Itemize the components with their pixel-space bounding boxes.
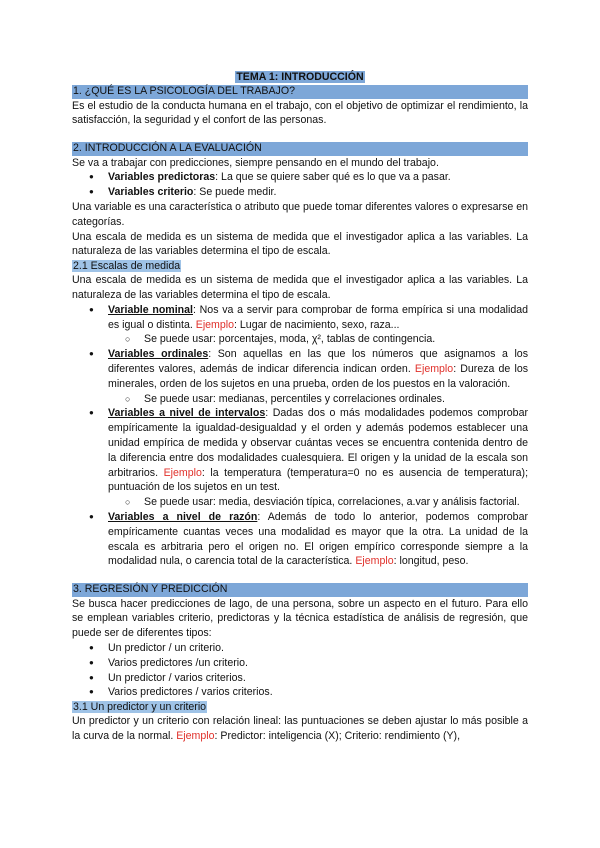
scales-list xyxy=(72,303,528,569)
ejemplo-label: Ejemplo xyxy=(176,729,215,742)
ejemplo-label: Ejemplo xyxy=(195,318,235,331)
scale-definition-repeat: Una escala de medida es un sistema de medida que el investigador aplica a las variables. La naturaleza de las variables determina el tipo de escala. xyxy=(72,274,528,301)
list-item-ordinal: ● Variables ordinales: Son aquellas en las que los números que asignamos a los diferentes valores, además de indicar diferencia indican orden. Ejemplo: Dureza de los minerales, orden de los sujetos en una prueba, orden de los puestos en la valoración. ○ Se puede usar: medianas, percentiles y correlaciones ordinales. xyxy=(108,347,528,406)
document-title: TEMA 1: INTRODUCCIÓN xyxy=(236,71,364,83)
regression-types-list xyxy=(72,641,528,700)
list-item: ● Variables predictoras: La que se quiere saber qué es lo que va a pasar. xyxy=(108,170,528,185)
section-1-heading: 1. ¿QUÉ ES LA PSICOLOGÍA DEL TRABAJO? xyxy=(72,85,528,99)
scale-definition: Una escala de medida es un sistema de medida que el investigador aplica a las variables. La naturaleza de las variables determina el tipo de escala. xyxy=(72,230,528,258)
list-item: ● Varios predictores / varios criterios. xyxy=(108,685,528,700)
section-3-text: Se busca hacer predicciones de lago, de una persona, sobre un aspecto en el futuro. Para ello se emplean variables criterio, predictoras y la técnica estadística de análisis de regresión, que puede ser de diferentes tipos: xyxy=(72,597,528,640)
list-item-nominal: ● Variable nominal: Nos va a servir para comprobar de forma empírica si una modalidad es igual o distinta. Ejemplo: Lugar de nacimiento, sexo, raza... ○ Se puede usar: porcentajes, moda, χ², tablas de contingencia. xyxy=(108,303,528,347)
subsection-2-1-heading: 2.1 Escalas de medida xyxy=(73,260,181,273)
ejemplo-label: Ejemplo xyxy=(414,362,454,375)
section-1-text: Es el estudio de la conducta humana en el trabajo, con el objetivo de optimizar el rendimiento, la satisfacción, la seguridad y el confort de las personas. xyxy=(72,99,528,127)
variables-list xyxy=(72,170,528,200)
variable-definition: Una variable es una característica o atributo que puede tomar diferentes valores o expresarse en categorías. xyxy=(72,200,528,228)
section-3-1-text: Un predictor y un criterio con relación lineal: las puntuaciones se deben ajustar lo más posible a la curva de la normal. Ejemplo: Predictor: inteligencia (X); Criterio: rendimiento (Y), xyxy=(72,715,528,742)
section-2-intro: Se va a trabajar con predicciones, siempre pensando en el mundo del trabajo. xyxy=(72,156,439,169)
section-3-heading: 3. REGRESIÓN Y PREDICCIÓN xyxy=(72,583,528,597)
list-item: ● Un predictor / un criterio. xyxy=(108,641,528,656)
ejemplo-label: Ejemplo xyxy=(163,466,202,479)
list-item: ○ Se puede usar: porcentajes, moda, χ², tablas de contingencia. xyxy=(144,332,528,347)
list-item: ● Un predictor / varios criterios. xyxy=(108,671,528,686)
list-item: ● Variables criterio: Se puede medir. xyxy=(108,185,528,200)
list-item: ○ Se puede usar: media, desviación típica, correlaciones, a.var y análisis factorial. xyxy=(144,495,528,510)
list-item-razon: ● Variables a nivel de razón: Además de todo lo anterior, podemos comprobar empíricamente cuantas veces una modalidad es mayor que la otra. La unidad de la escala es arbitraria pero el origen no. El origen empírico corresponde siempre a la modalidad nula, o carencia total de la característica. Ejemplo: longitud, peso. xyxy=(108,510,528,569)
section-2-heading: 2. INTRODUCCIÓN A LA EVALUACIÓN xyxy=(72,142,528,156)
ejemplo-label: Ejemplo xyxy=(355,555,394,568)
list-item: ● Varios predictores /un criterio. xyxy=(108,656,528,671)
subsection-3-1-heading: 3.1 Un predictor y un criterio xyxy=(73,701,207,714)
list-item-intervalos: ● Variables a nivel de intervalos: Dadas dos o más modalidades podemos comprobar empíricamente la igualdad-desigualdad y el orden y además podemos establecer una unidad empírica de medida y observar cuántas veces se encuentra contenida dentro de la diferencia entre dos modalidades cualesquiera. El origen y la unidad de la escala son arbitrarios. Ejemplo: la temperatura (temperatura=0 no es ausencia de temperatura); puntuación de los sujetos en un test. ○ Se puede usar: media, desviación típica, correlaciones, a.var y análisis factorial. xyxy=(108,406,528,510)
list-item: ○ Se puede usar: medianas, percentiles y correlaciones ordinales. xyxy=(144,392,528,407)
